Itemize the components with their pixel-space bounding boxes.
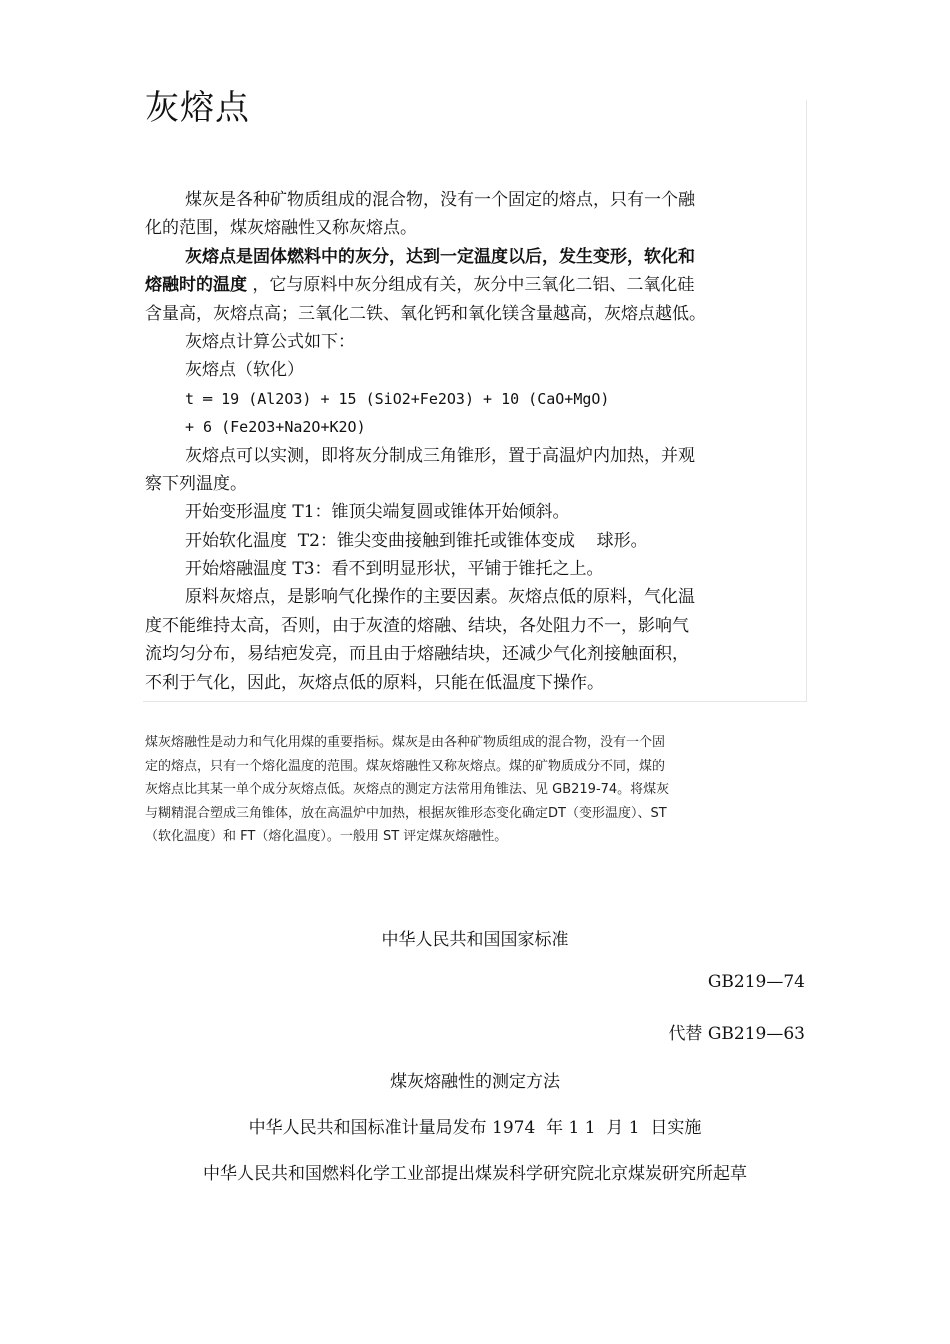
standard-name: 煤灰熔融性的测定方法 — [390, 1072, 560, 1092]
temp-t3: 开始熔融温度 T3：看不到明显形状，平铺于锥托之上。 — [185, 559, 604, 580]
summary-line3: 灰熔点比其某一单个成分灰熔点低。灰熔点的测定方法常用角锥法、见 GB219-74。将煤灰 — [145, 782, 670, 797]
para1-line2: 化的范围，煤灰熔融性又称灰熔点。 — [145, 218, 417, 239]
para4-line1: 原料灰熔点，是影响气化操作的主要因素。灰熔点低的原料，气化温 — [185, 587, 695, 608]
para4-line4: 不利于气化，因此，灰熔点低的原料，只能在低温度下操作。 — [145, 672, 604, 693]
para2-line3: 含量高，灰熔点高；三氧化二铁、氧化钙和氧化镁含量越高，灰熔点越低。 — [145, 303, 706, 324]
replaces-code: 代替 GB219—63 — [668, 1024, 805, 1044]
para4-line3: 流均匀分布，易结疤发亮，而且由于熔融结块，还减少气化剂接触面积， — [145, 644, 689, 665]
formula-intro: 灰熔点计算公式如下： — [185, 331, 355, 352]
summary-paragraph — [145, 731, 810, 849]
drafting-statement: 中华人民共和国燃料化学工业部提出煤炭科学研究院北京煤炭研究所起草 — [203, 1164, 747, 1184]
temp-t2: 开始软化温度 T2：锥尖变曲接触到锥托或锥体变成 球形。 — [185, 530, 648, 551]
summary-line4: 与糊精混合塑成三角锥体，放在高温炉中加热，根据灰锥形态变化确定DT（变形温度）、ST — [145, 805, 667, 821]
standard-code: GB219—74 — [707, 972, 805, 992]
summary-line5: （软化温度）和 FT（熔化温度）。一般用 ST 评定煤灰熔融性。 — [145, 829, 508, 844]
main-text-block — [145, 186, 770, 697]
para2-line2 — [145, 271, 770, 299]
para3-line2: 察下列温度。 — [145, 473, 247, 494]
para2-bold-line1: 灰熔点是固体燃料中的灰分，达到一定温度以后，发生变形，软化和 — [185, 246, 695, 267]
page-title: 灰熔点 — [145, 88, 250, 128]
summary-line1: 煤灰熔融性是动力和气化用煤的重要指标。煤灰是由各种矿物质组成的混合物，没有一个固 — [145, 735, 666, 750]
formula-label: 灰熔点（软化） — [185, 360, 304, 381]
para4-line2: 度不能维持太高，否则，由于灰渣的熔融、结块，各处阻力不一，影响气 — [145, 615, 689, 636]
issue-statement: 中华人民共和国标准计量局发布 1974 年 1 1 月 1 日实施 — [248, 1118, 702, 1138]
para2-bold-phrase: 熔融时的温度 — [145, 275, 247, 296]
para3-line1: 灰熔点可以实测，即将灰分制成三角锥形，置于高温炉内加热，并观 — [185, 445, 695, 466]
temp-t1: 开始变形温度 T1：锥顶尖端复圆或锥体开始倾斜。 — [185, 502, 570, 523]
national-standard-heading: 中华人民共和国国家标准 — [381, 930, 569, 950]
para2-rest: ，它与原料中灰分组成有关，灰分中三氧化二铝、二氧化硅 — [247, 275, 695, 296]
formula-line2: + 6 (Fe2O3+Na2O+K2O) — [185, 418, 366, 437]
para1-line1: 煤灰是各种矿物质组成的混合物，没有一个固定的熔点，只有一个融 — [185, 190, 695, 210]
summary-line2: 定的熔点，只有一个熔化温度的范围。煤灰熔融性又称灰熔点。煤的矿物质成分不同，煤的 — [145, 758, 666, 774]
formula-line1: t ═ 19 (Al2O3) + 15 (SiO2+Fe2O3) + 10 (CaO+MgO) — [185, 389, 610, 408]
